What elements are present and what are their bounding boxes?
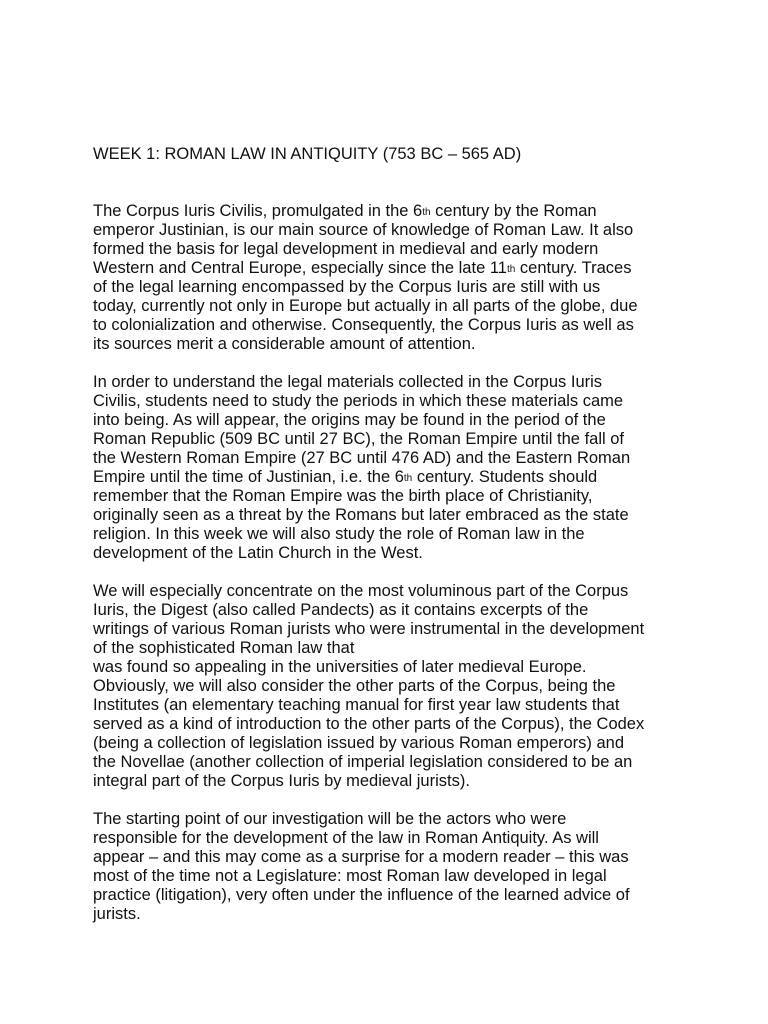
- text-segment: Western and Central Europe, especially since the late 11: [93, 259, 507, 277]
- text-line: [93, 373, 733, 392]
- text-segment: We will especially concentrate on the most voluminous part of the Corpus: [93, 582, 629, 600]
- text-segment: served as a kind of introduction to the other parts of the Corpus), the Codex: [93, 715, 645, 733]
- ordinal-suffix: th: [506, 264, 516, 275]
- text-segment: Obviously, we will also consider the other parts of the Corpus, being the: [93, 677, 616, 695]
- text-segment: most of the time not a Legislature: most Roman law developed in legal: [93, 867, 607, 885]
- text-line: [93, 677, 733, 696]
- ordinal-suffix: th: [403, 473, 413, 484]
- text-segment: practice (litigation), very often under the influence of the learned advice of: [93, 886, 630, 904]
- text-line: [93, 620, 733, 639]
- text-line: [93, 468, 733, 487]
- ordinal-suffix: th: [422, 207, 431, 218]
- text-line: [93, 696, 733, 715]
- text-line: [93, 848, 733, 867]
- text-line: [93, 506, 733, 525]
- text-segment: The starting point of our investigation will be the actors who were: [93, 810, 567, 828]
- text-segment: century by the Roman: [430, 202, 597, 220]
- text-segment: originally seen as a threat by the Romans but later embraced as the state: [93, 506, 629, 524]
- text-segment: The Corpus Iuris Civilis, promulgated in the 6: [93, 202, 423, 220]
- text-line: [93, 430, 733, 449]
- text-segment: remember that the Roman Empire was the birth place of Christianity,: [93, 487, 593, 505]
- text-line: [93, 753, 733, 772]
- text-segment: writings of various Roman jurists who were instrumental in the development: [93, 620, 645, 638]
- text-segment: was found so appealing in the universities of later medieval Europe.: [93, 658, 587, 676]
- text-segment: Empire until the time of Justinian, i.e. the 6: [93, 468, 404, 486]
- text-segment: into being. As will appear, the origins may be found in the period of the: [93, 411, 606, 429]
- text-segment: century. Students should: [412, 468, 598, 486]
- text-segment: integral part of the Corpus Iuris by medieval jurists).: [93, 772, 470, 790]
- text-line: [93, 449, 733, 468]
- text-segment: today, currently not only in Europe but actually in all parts of the globe, due: [93, 297, 638, 315]
- text-line: [93, 278, 733, 297]
- text-line: [93, 411, 733, 430]
- text-segment: its sources merit a considerable amount of attention.: [93, 335, 476, 353]
- text-line: [93, 772, 733, 791]
- text-line: [93, 221, 733, 240]
- text-line: [93, 810, 733, 829]
- text-segment: Iuris, the Digest (also called Pandects) as it contains excerpts of the: [93, 601, 589, 619]
- text-line: [93, 259, 733, 278]
- text-segment: of the sophisticated Roman law that: [93, 639, 355, 657]
- text-line: [93, 867, 733, 886]
- text-line: [93, 582, 733, 601]
- text-segment: Roman Republic (509 BC until 27 BC), the Roman Empire until the fall of: [93, 430, 625, 448]
- text-segment: to colonialization and otherwise. Consequently, the Corpus Iuris as well as: [93, 316, 634, 334]
- text-segment: (being a collection of legislation issued by various Roman emperors) and: [93, 734, 625, 752]
- text-segment: the Novellae (another collection of imperial legislation considered to be an: [93, 753, 633, 771]
- text-line: [93, 297, 733, 316]
- text-segment: century. Traces: [515, 259, 632, 277]
- text-segment: development of the Latin Church in the West.: [93, 544, 423, 562]
- text-line: [93, 658, 733, 677]
- paragraph: [93, 373, 733, 563]
- text-segment: religion. In this week we will also study the role of Roman law in the: [93, 525, 585, 543]
- text-line: [93, 715, 733, 734]
- text-segment: emperor Justinian, is our main source of knowledge of Roman Law. It also: [93, 221, 634, 239]
- text-segment: responsible for the development of the law in Roman Antiquity. As will: [93, 829, 599, 847]
- paragraph: [93, 582, 733, 791]
- text-line: [93, 639, 733, 658]
- text-line: [93, 487, 733, 506]
- text-line: [93, 734, 733, 753]
- text-line: [93, 240, 733, 259]
- text-segment: appear – and this may come as a surprise for a modern reader – this was: [93, 848, 629, 866]
- document-body: [93, 202, 733, 943]
- text-line: [93, 544, 733, 563]
- text-line: [93, 601, 733, 620]
- text-line: [93, 905, 733, 924]
- text-segment: formed the basis for legal development in medieval and early modern: [93, 240, 599, 258]
- text-line: [93, 392, 733, 411]
- document-heading: WEEK 1: ROMAN LAW IN ANTIQUITY (753 BC – 565 AD): [93, 145, 522, 163]
- text-segment: In order to understand the legal materials collected in the Corpus Iuris: [93, 373, 603, 391]
- text-line: [93, 829, 733, 848]
- text-segment: Civilis, students need to study the periods in which these materials came: [93, 392, 624, 410]
- paragraph: [93, 810, 733, 924]
- text-line: [93, 525, 733, 544]
- text-segment: Institutes (an elementary teaching manual for first year law students that: [93, 696, 620, 714]
- text-line: [93, 202, 733, 221]
- text-line: [93, 335, 733, 354]
- paragraph: [93, 202, 733, 354]
- text-segment: jurists.: [93, 905, 141, 923]
- text-line: [93, 316, 733, 335]
- text-segment: of the legal learning encompassed by the Corpus Iuris are still with us: [93, 278, 601, 296]
- text-line: [93, 886, 733, 905]
- text-segment: the Western Roman Empire (27 BC until 476 AD) and the Eastern Roman: [93, 449, 631, 467]
